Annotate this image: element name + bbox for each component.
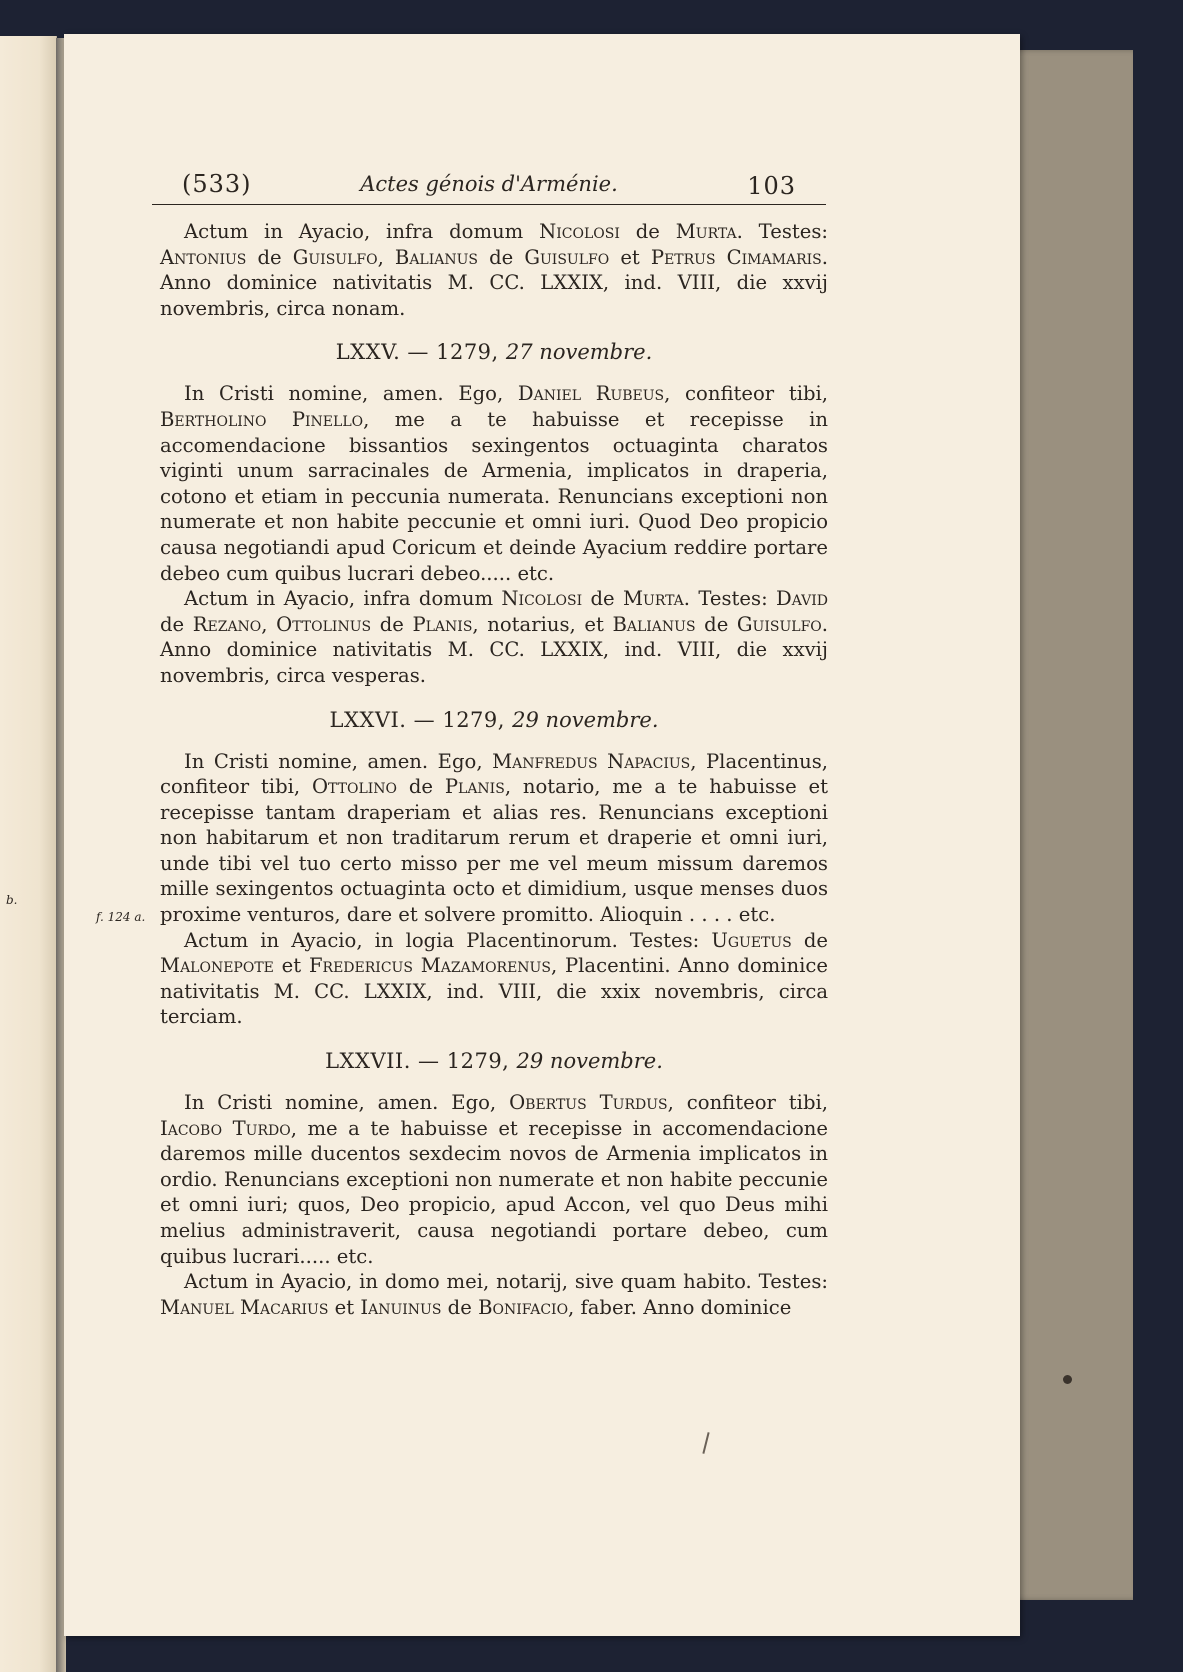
body-text xyxy=(160,219,828,1320)
paragraph-actum-1: Actum in Ayacio, infra domum Nicolosi de Murta. Testes: Antonius de Guisulfo, Balianus de Guisulfo et Petrus Cimamaris. Anno dominice nativitatis M. CC. LXXIX, ind. VIII, die xxvij novembris, circa nonam. xyxy=(160,220,828,320)
left-page-edge xyxy=(0,36,57,1672)
document-number: (533) xyxy=(182,170,252,198)
paragraph-lxxvi-actum: Actum in Ayacio, in logia Placentinorum. Testes: Uguetus de Malonepote et Fredericus Mazamorenus, Placentini. Anno dominice nativitatis M. CC. LXXIX, ind. VIII, die xxix novembris, circa terciam. xyxy=(160,928,828,1029)
paragraph-lxxv-body: In Cristi nomine, amen. Ego, Daniel Rubeus, confiteor tibi, Bertholino Pinello, me a te habuisse et recepisse in accomendacione bissantios sexingentos octuaginta charatos viginti unum sarracinales de Armenia, implicatos in draperia, cotono et etiam in peccunia numerata. Renuncians exceptioni non numerate et non habite peccunie et omni iuri. Quod Deo propicio causa negotiandi apud Coricum et deinde Ayacium reddire portare debeo cum quibus lucrari debeo..... etc. xyxy=(160,382,829,585)
paragraph-lxxvii-body: In Cristi nomine, amen. Ego, Obertus Turdus, confiteor tibi, Iacobo Turdo, me a te habuisse et recepisse in accomendacione daremos mille ducentos sexdecim novos de Armenia implicatos in ordio. Renuncians exceptioni non numerate et non habite peccunie et omni iuri; quos, Deo propicio, apud Accon, vel quo Deus mihi melius administraverit, causa negotiandi portare debeo, cum quibus lucrari..... etc. xyxy=(160,1091,828,1268)
board-spot xyxy=(1063,1375,1072,1384)
running-header xyxy=(152,160,826,205)
margin-note-b: b. xyxy=(6,893,18,907)
section-heading-lxxvi: LXXVI. — 1279, 29 novembre. xyxy=(329,707,659,732)
paragraph-lxxvii-actum: Actum in Ayacio, in domo mei, notarij, sive quam habito. Testes: Manuel Macarius et Ianuinus de Bonifacio, faber. Anno dominice xyxy=(160,1270,828,1319)
section-heading-lxxv: LXXV. — 1279, 27 novembre. xyxy=(335,340,653,365)
margin-note-folio: f. 124 a. xyxy=(96,910,146,924)
section-heading-lxxvii: LXXVII. — 1279, 29 novembre. xyxy=(325,1049,663,1074)
page-number: 103 xyxy=(747,172,796,200)
paragraph-lxxv-actum: Actum in Ayacio, infra domum Nicolosi de Murta. Testes: David de Rezano, Ottolinus de Planis, notarius, et Balianus de Guisulfo. Anno dominice nativitatis M. CC. LXXIX, ind. VIII, die xxvij novembris, circa vesperas. xyxy=(160,587,828,687)
paragraph-lxxvi-body: In Cristi nomine, amen. Ego, Manfredus Napacius, Placentinus, confiteor tibi, Ottolino de Planis, notario, me a te habuisse et recepisse tantam draperiam et alias res. Renuncians exceptioni non habitarum et non traditarum rerum et draperie et omni iuri, unde tibi vel tuo certo misso per me vel meum missum daremos mille sexingentos octuaginta octo et dimidium, usque menses duos proxime venturos, dare et solvere promitto. Alioquin . . . . etc. xyxy=(160,749,828,927)
back-cover-board xyxy=(1008,50,1133,1600)
running-title: Actes génois d'Arménie. xyxy=(360,172,618,196)
